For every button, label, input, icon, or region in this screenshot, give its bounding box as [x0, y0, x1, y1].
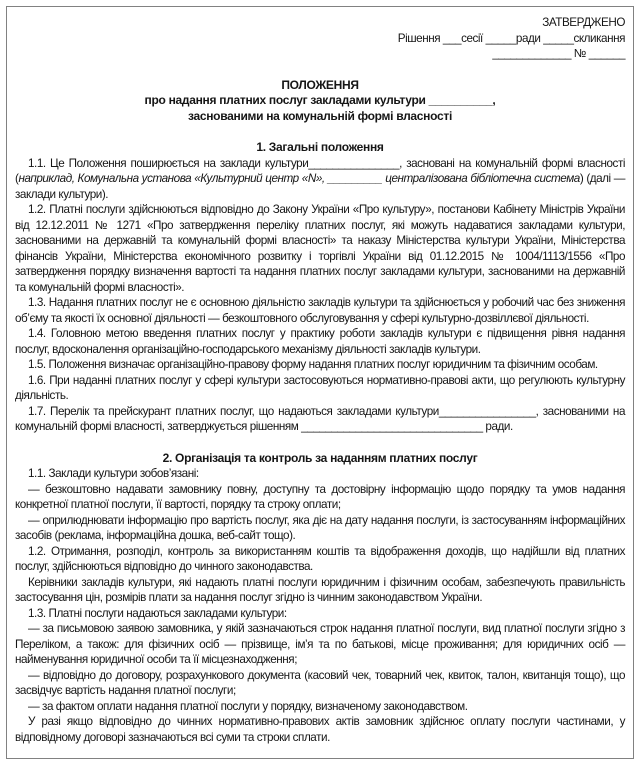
paragraph: — відповідно до договору, розрахункового документа (касовий чек, товарний чек, квиток, талон, квитанція тощо), що засвідчує вартість надання платної послуги;	[15, 668, 625, 697]
document-title-line2: про надання платних послуг закладами культури __________,	[144, 93, 496, 107]
paragraph: 1.2. Отримання, розподіл, контроль за використанням коштів та відображення доходів, що надійшли від платних послуг, здійснюються відповідно до чинного законодавства.	[15, 544, 625, 573]
paragraph: 1.2. Платні послуги здійснюються відповідно до Закону України «Про культуру», постанови Кабінету Міністрів України від 12.12.2011 № 1271 «Про затвердження переліку платних послуг, які можуть надаватися закладами культури, заснованими на державній та комунальній формі власності» та наказу Міністерства культури України, Міністерства фінансів України, Міністерства економічного розвитку і торгівлі України від 01.12.2015 № 1004/1113/1556 «Про затвердження порядку визначення вартості та надання платних послуг закладами культури, заснованими на державній та комунальній формі власності».	[15, 203, 625, 294]
approval-stamp-line1: ЗАТВЕРДЖЕНО	[542, 16, 625, 29]
paragraph: 1.1. Це Положення поширюється на заклади культури_______________, засновані на комунальній формі власності (наприклад, Комунальна установа «Культурний центр «N», _________ централізована бібліотечна система) (далі — заклади культури).	[15, 156, 625, 201]
paragraph: У разі якщо відповідно до чинних нормативно-правових актів замовник здійснює оплату послуги частинами, у відповідному договорі зазначаються всі суми та строки сплати.	[15, 715, 625, 744]
paragraph: 1.3. Надання платних послуг не є основною діяльністю закладів культури та здійснюється у робочий час без зниження об’єму та якості їх основної діяльності — безкоштовного обслуговування у сфері культурно-дозвіллєвої діяльності.	[15, 296, 625, 325]
paragraph: 1.6. При наданні платних послуг у сфері культури застосовуються нормативно-правові акти, що регулюють культурну діяльність.	[15, 373, 625, 402]
document-title-line1: ПОЛОЖЕННЯ	[281, 77, 359, 92]
paragraph: Керівники закладів культури, які надають платні послуги юридичним і фізичним особам, забезпечують правильність застосування цін, розмірів плати за надання послуг згідно із чинним законодавством України.	[15, 575, 625, 604]
approval-stamp-line2: Рішення ___сесії _____ради _____скликання	[397, 31, 625, 45]
document-content	[15, 15, 625, 745]
paragraph: — оприлюднювати інформацію про вартість послуг, яка діє на дату надання послуги, із застосуванням інформаційних засобів (реклама, інформаційна дошка, веб-сайт тощо).	[15, 513, 625, 542]
paragraph: — за письмовою заявою замовника, у якій зазначаються строк надання платної послуги, вид платної послуги згідно з Переліком, а також: для фізичних осіб — прізвище, ім’я та по батькові, місце проживання; для юридичних осіб — найменування юридичної особи та її місцезнаходження;	[15, 622, 625, 666]
paragraph: — безкоштовно надавати замовнику повну, доступну та достовірну інформацію щодо порядку та умов надання конкретної платної послуги, її вартості, порядку та строку оплати;	[15, 482, 625, 511]
paragraph: 1.5. Положення визначає організаційно-правову форму надання платних послуг юридичним та фізичним особам.	[28, 358, 598, 371]
paragraph: 1.3. Платні послуги надаються закладами культури:	[28, 606, 287, 620]
paragraph: — за фактом оплати надання платної послуги у порядку, визначеному законодавством.	[28, 699, 468, 713]
approval-stamp	[15, 15, 625, 62]
paragraph: 1.4. Головною метою введення платних послуг у практику роботи закладів культури є підвищення рівня надання послуг, вдосконалення організаційно-господарського механізму діяльності закладів культури.	[15, 327, 625, 356]
paragraph: 1.7. Перелік та прейскурант платних послуг, що надаються закладами культури________________, заснованими на комунальній формі власності, затверджується рішенням ______________________________ ради.	[15, 404, 625, 433]
section-heading: 2. Організація та контроль за наданням платних послуг	[162, 450, 478, 465]
paragraph: 1.1. Заклади культури зобов’язані:	[28, 467, 199, 480]
document-title-line3: заснованими на комунальній формі власності	[187, 108, 452, 123]
section-heading: 1. Загальні положення	[256, 140, 384, 154]
document-body	[15, 140, 625, 745]
document-title	[15, 78, 625, 125]
approval-stamp-line3: _____________ № ______	[492, 47, 625, 60]
